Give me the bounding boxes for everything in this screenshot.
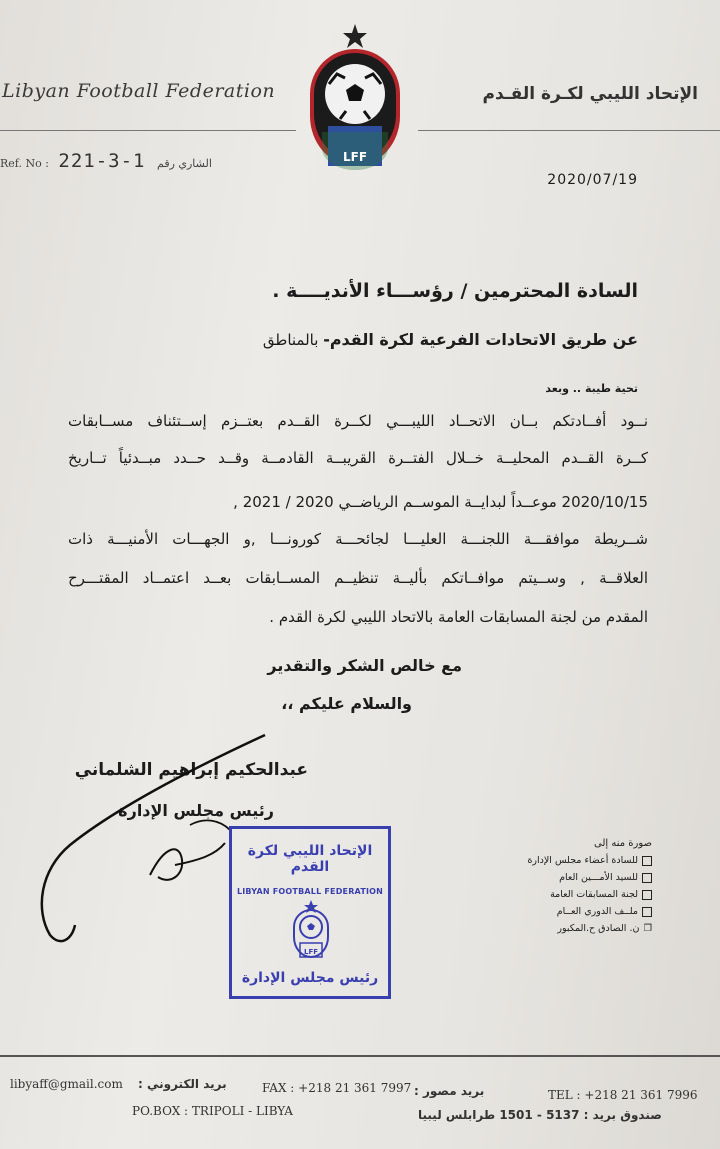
footer-email: libyaff@gmail.com (10, 1077, 123, 1091)
body-line: شــريطة موافقـــة اللجنـــة العليـــا لجائحـــة كورونـــا ,و الجهـــات الأمنيـــة ذات (68, 530, 648, 548)
body-line: كــرة القــدم المحليــة خــلال الفتــرة القريبــة القادمــة وقــد حــدد مبــدئياً تــاريخ (68, 449, 648, 467)
federation-name-english: Libyan Football Federation (2, 80, 276, 102)
copies-heading: صورة منه إلى (594, 838, 652, 849)
recipients-line: السادة المحترمين / رؤســـاء الأنديــــة . (272, 280, 638, 302)
checkbox-icon (642, 907, 652, 917)
ref-value: 221-3-1 (58, 150, 146, 172)
stamp-english-name: LIBYAN FOOTBALL FEDERATION (236, 887, 384, 896)
checkbox-icon (642, 856, 652, 866)
svg-text:LFF: LFF (342, 150, 368, 164)
greeting: تحية طيبة .. وبعد (545, 382, 638, 395)
body-line: 2020/10/15 موعــداً لبدايــة الموســم الرياضــي 2020 / 2021 , (233, 493, 648, 511)
federation-logo (300, 22, 410, 178)
signer-name: عبدالحكيم إبراهيم الشلماني (74, 760, 308, 780)
footer-email-label: بريد الكتروني : (138, 1077, 227, 1091)
ref-label: Ref. No : (0, 157, 49, 170)
copies-item: ❐ ن. الصادق ح.المكبور (557, 923, 652, 934)
via-line (263, 330, 638, 349)
footer-tel: TEL : +218 21 361 7996 (548, 1088, 698, 1102)
signer-title: رئيس مجلس الإدارة (118, 801, 274, 820)
svg-text:LFF: LFF (303, 948, 319, 956)
closing-salaam: والسلام عليكم ،، (281, 694, 412, 713)
footer-fax-label: بريد مصور : (414, 1084, 485, 1098)
copy-icon: ❐ (643, 923, 652, 934)
closing-thanks: مع خالص الشكر والتقدير (267, 656, 462, 675)
federation-stamp (229, 826, 391, 999)
copies-item: ملــف الدوري العــام (557, 906, 652, 917)
footer-pobox: PO.BOX : TRIPOLI - LIBYA (132, 1104, 293, 1118)
footer-pobox-arabic: صندوق بريد : 5137 - 1501 طرابلس ليبيا (418, 1108, 662, 1122)
stamp-title: رئيس مجلس الإدارة (241, 970, 379, 986)
header-rule-right (418, 130, 720, 131)
federation-name-arabic: الإتحاد الليبي لكـرة القـدم (482, 84, 698, 104)
letter-date: 2020/07/19 (547, 172, 638, 188)
ref-label-arabic: الشاري رقم (157, 157, 212, 170)
body-line: العلاقــة , وســيتم موافــاتكم بأليــة تنظيــم المســابقات بعــد اعتمــاد المقتـــرح (68, 569, 648, 587)
copies-item: لجنة المسابقات العامة (550, 889, 652, 900)
reference-number (0, 150, 212, 172)
via-rest: بالمناطق (262, 331, 324, 349)
body-line: نــود أفــادتكم بــان الاتحــاد الليبـــي لكــرة القــدم بعتــزم إســتئناف مســابقات (68, 412, 648, 430)
footer-rule (0, 1055, 720, 1057)
header-rule-left (0, 130, 296, 131)
stamp-logo (290, 899, 332, 961)
body-line: المقدم من لجنة المسابقات العامة بالاتحاد الليبي لكرة القدم . (269, 608, 648, 626)
copies-item: للسادة أعضاء مجلس الإدارة (527, 855, 652, 866)
stamp-arabic-name: الإتحاد الليبي لكرة القدم (247, 843, 373, 875)
footer-fax: FAX : +218 21 361 7997 (262, 1081, 412, 1095)
copies-item: للسيد الأمـــين العام (559, 872, 652, 883)
checkbox-icon (642, 873, 652, 883)
checkbox-icon (642, 890, 652, 900)
via-bold: عن طريق الاتحادات الفرعية لكرة القدم- (323, 330, 638, 349)
